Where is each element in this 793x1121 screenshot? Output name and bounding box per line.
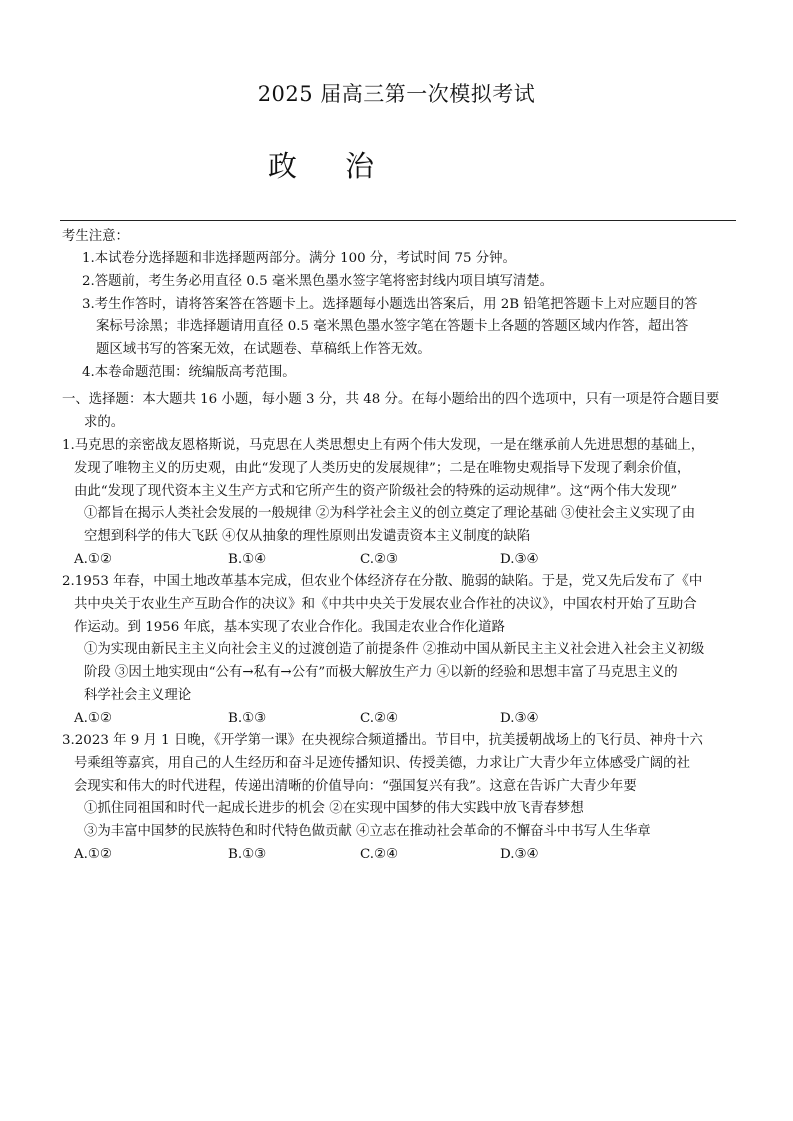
question-2 bbox=[62, 571, 742, 731]
question-stem: 作运动。到 1956 年底，基本实现了农业合作化。我国走农业合作化道路 bbox=[74, 619, 505, 635]
question-stem: 共中央关于农业生产互助合作的决议》和《中共中央关于发展农业合作社的决议》，中国农村开始了互助合 bbox=[74, 596, 697, 612]
question-stem: 1.马克思的亲密战友恩格斯说，马克思在人类思想史上有两个伟大发现，一是在继承前人先进思想的基础上， bbox=[62, 438, 705, 453]
header-divider bbox=[60, 220, 736, 221]
question-option-statements: ①都旨在揭示人类社会发展的一般规律 ②为科学社会主义的创立奠定了理论基础 ③使社会主义实现了由 bbox=[84, 506, 696, 522]
choice-d: D.③④ bbox=[500, 710, 539, 726]
choice-b: B.①③ bbox=[228, 846, 267, 862]
choice-b: B.①③ bbox=[228, 710, 267, 726]
exam-title: 2025 届高三第一次模拟考试 bbox=[257, 82, 536, 106]
notice-item: 1.本试卷分选择题和非选择题两部分。满分 100 分，考试时间 75 分钟。 bbox=[82, 251, 516, 266]
choice-c: C.②③ bbox=[360, 551, 399, 567]
answer-choices bbox=[62, 844, 742, 867]
question-option-statements: 科学社会主义理论 bbox=[84, 687, 192, 703]
question-stem: 由此“发现了现代资本主义生产方式和它所产生的资产阶级社会的特殊的运动规律”。这“两个伟大发现” bbox=[74, 483, 678, 499]
question-stem: 号乘组等嘉宾，用自己的人生经历和奋斗足迹传播知识、传授美德，力求让广大青少年立体感受广阔的社 bbox=[74, 755, 690, 771]
choice-c: C.②④ bbox=[360, 846, 399, 862]
subject-char-1: 政 bbox=[268, 149, 300, 183]
notice-item: 4.本卷命题范围：统编版高考范围。 bbox=[82, 364, 296, 380]
question-option-statements: 空想到科学的伟大飞跃 ④仅从抽象的理性原则出发谴责资本主义制度的缺陷 bbox=[84, 529, 531, 545]
choice-a: A.①② bbox=[74, 846, 112, 862]
answer-choices bbox=[62, 708, 742, 731]
question-option-statements: ③为丰富中国梦的民族特色和时代特色做贡献 ④立志在推动社会革命的不懈奋斗中书写人生华章 bbox=[84, 824, 651, 840]
choice-c: C.②④ bbox=[360, 710, 399, 726]
notice-item: 3.考生作答时，请将答案答在答题卡上。选择题每小题选出答案后，用 2B 铅笔把答题卡上对应题目的答 案标号涂黑；非选择题请用直径 0.5 毫米黑色墨水签字笔在答题卡上各题的答题区域内作答，超出答 题区域书写的答案无效，在试题卷、草稿纸上作答无效。 bbox=[82, 296, 698, 358]
question-stem: 3.2023 年 9 月 1 日晚，《开学第一课》在央视综合频道播出。节目中，抗美援朝战场上的飞行员、神舟十六 bbox=[62, 733, 703, 748]
choice-a: A.①② bbox=[74, 551, 112, 567]
question-option-statements: ①为实现由新民主主义向社会主义的过渡创造了前提条件 ②推动中国从新民主主义社会进入社会主义初级 bbox=[84, 642, 705, 658]
subject-char-2: 治 bbox=[345, 149, 377, 183]
question-stem: 发现了唯物主义的历史观，由此“发现了人类历史的发展规律”；二是在唯物史观指导下发现了剩余价值， bbox=[74, 460, 691, 476]
answer-choices bbox=[62, 549, 742, 572]
notice-heading: 考生注意： bbox=[62, 229, 129, 244]
question-stem: 会现实和伟大的时代进程，传递出清晰的价值导向：“强国复兴有我”。这意在告诉广大青少年要 bbox=[74, 778, 637, 794]
question-1 bbox=[62, 435, 742, 572]
notice-item: 2.答题前，考生务必用直径 0.5 毫米黑色墨水签字笔将密封线内项目填写清楚。 bbox=[82, 273, 554, 289]
question-option-statements: 阶段 ③因土地实现由“公有→私有→公有”而极大解放生产力 ④以新的经验和思想丰富了马克思主义的 bbox=[84, 665, 678, 681]
choice-d: D.③④ bbox=[500, 551, 539, 567]
choice-b: B.①④ bbox=[228, 551, 267, 567]
choice-d: D.③④ bbox=[500, 846, 539, 862]
question-option-statements: ①抓住同祖国和时代一起成长进步的机会 ②在实现中国梦的伟大实践中放飞青春梦想 bbox=[84, 801, 584, 817]
question-3 bbox=[62, 730, 742, 867]
notice-list bbox=[62, 248, 738, 385]
choice-a: A.①② bbox=[74, 710, 112, 726]
question-stem: 2.1953 年春，中国土地改革基本完成，但农业个体经济存在分散、脆弱的缺陷。于是，党又先后发布了《中 bbox=[62, 574, 703, 589]
subject-title bbox=[268, 144, 376, 185]
section-heading: 一、选择题：本大题共 16 小题，每小题 3 分，共 48 分。在每小题给出的四个选项中，只有一项是符合题目要 求的。 bbox=[62, 392, 720, 430]
